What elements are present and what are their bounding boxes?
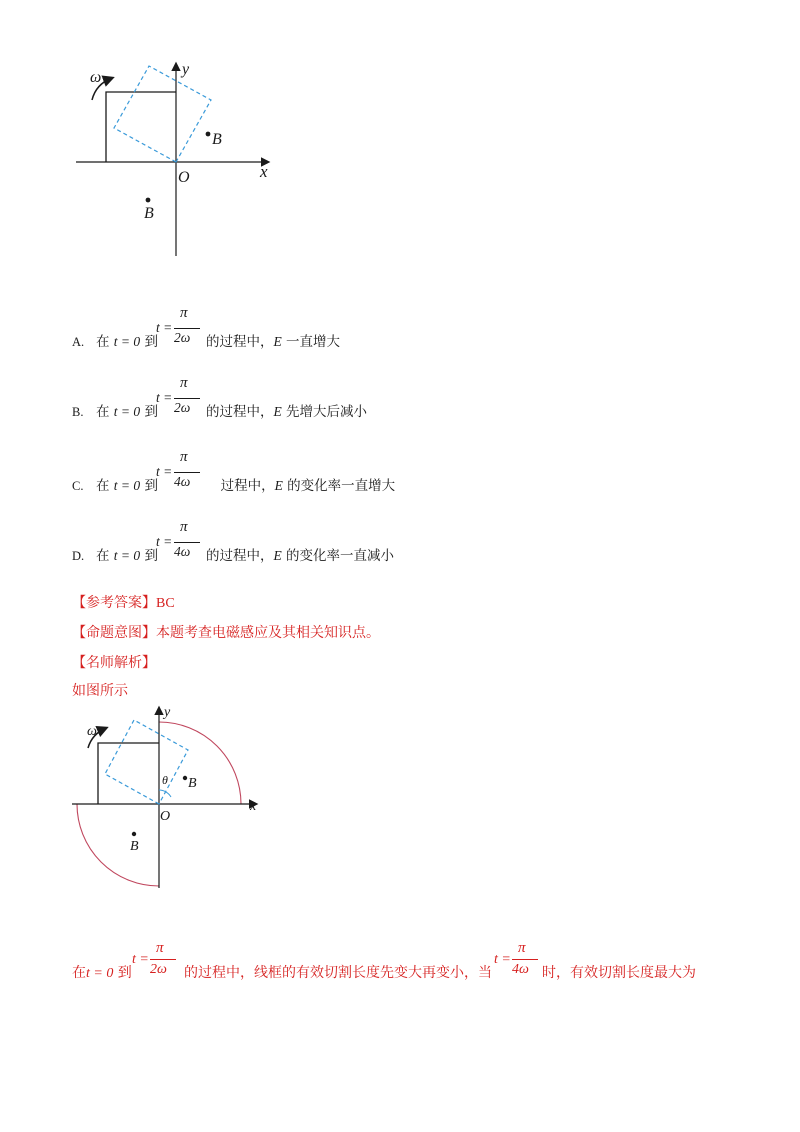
arc-lower [77, 804, 159, 886]
fraction: t = π 2ω [132, 940, 178, 990]
option-text: 的过程中，E 一直增大 [206, 334, 341, 350]
b-label: B [130, 839, 139, 854]
option-b[interactable] [72, 376, 492, 436]
rotated-square [114, 66, 211, 162]
b-label: B [188, 776, 197, 791]
origin-label: O [160, 809, 171, 824]
option-c[interactable] [72, 450, 492, 510]
b-label: B [144, 205, 154, 222]
square-frame [98, 743, 159, 804]
figure-1 [72, 56, 282, 262]
x-label: x [250, 799, 257, 814]
explanation-text: 的过程中，线框的有效切割长度先变大再变小，当 [184, 965, 492, 981]
b-label: B [212, 131, 222, 148]
analysis-heading: 【名师解析】 [72, 655, 156, 671]
option-text: 的过程中，E 的变化率一直减小 [206, 548, 395, 564]
option-text: 的过程中，E 先增大后减小 [206, 404, 368, 420]
fraction: t = π 2ω [156, 376, 200, 436]
reference-answer [72, 592, 175, 612]
fraction: t = π 4ω [156, 450, 200, 510]
intent-text: 本题考查电磁感应及其相关知识点。 [156, 625, 380, 641]
x-label: x [260, 162, 268, 181]
option-text: 在 t = 0 到 [96, 404, 158, 420]
option-text: 在 t = 0 到 [96, 478, 158, 494]
omega-label: ω [87, 724, 97, 739]
b-dot [146, 198, 151, 203]
answer-label: 【参考答案】 [72, 595, 156, 611]
option-text: 在 t = 0 到 [96, 334, 158, 350]
option-letter: C. [72, 479, 84, 493]
y-label: y [164, 705, 171, 720]
option-letter: B. [72, 405, 84, 419]
explanation-line [72, 940, 732, 990]
y-label: y [182, 61, 190, 78]
option-letter: A. [72, 335, 85, 349]
rotated-square [105, 720, 188, 804]
theta-label: θ [162, 773, 168, 787]
fraction: t = π 4ω [156, 520, 200, 580]
b-dot [206, 132, 211, 137]
omega-label: ω [90, 69, 102, 86]
option-text: 过程中，E 的变化率一直增大 [212, 478, 396, 494]
fraction: t = π 2ω [156, 306, 200, 366]
option-letter: D. [72, 549, 85, 563]
b-dot [132, 832, 136, 836]
option-a[interactable] [72, 306, 492, 366]
figure-2 [70, 704, 270, 894]
arc-upper [159, 722, 241, 804]
b-dot [183, 776, 187, 780]
option-text: 在 t = 0 到 [96, 548, 158, 564]
fraction: t = π 4ω [494, 940, 540, 990]
answer-value: BC [156, 596, 175, 611]
intent-label: 【命题意图】 [72, 625, 156, 641]
explanation-text: 在t = 0 到 [72, 965, 132, 981]
square-frame [106, 92, 176, 162]
option-d[interactable] [72, 520, 492, 580]
origin-label: O [178, 169, 190, 186]
question-intent [72, 622, 380, 642]
explanation-text: 时，有效切割长度最大为 [542, 965, 696, 981]
as-shown-text: 如图所示 [72, 683, 128, 699]
